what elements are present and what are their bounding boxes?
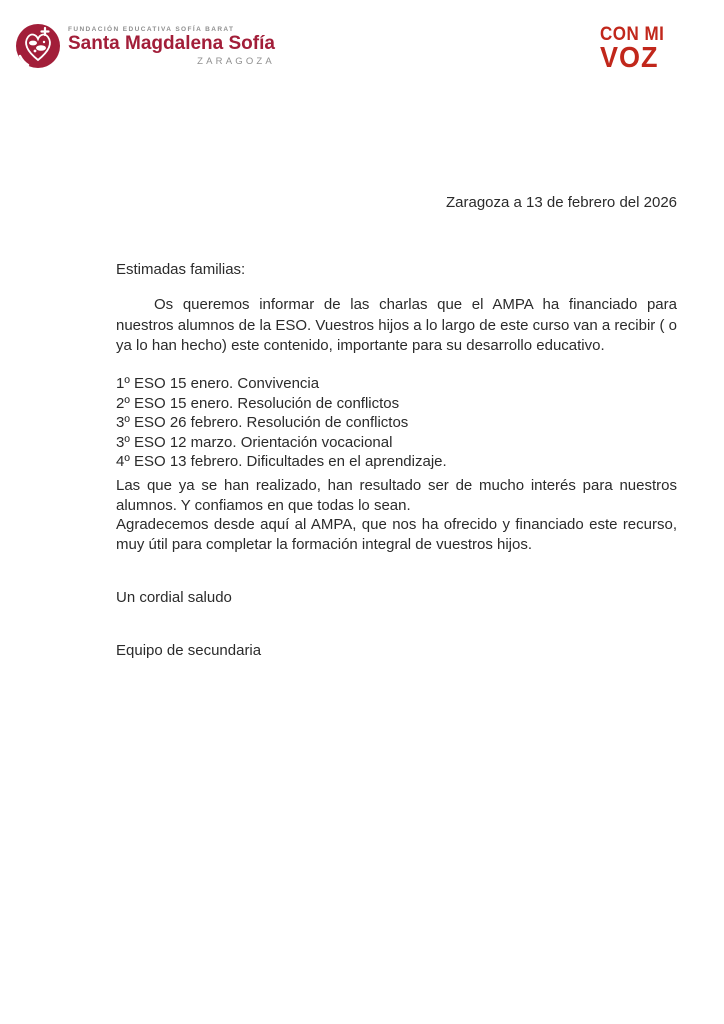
schedule-line: 3º ESO 26 febrero. Resolución de conflictos <box>116 414 409 431</box>
schedule-line: 4º ESO 13 febrero. Dificultades en el aprendizaje. <box>116 453 447 470</box>
schedule-line: 1º ESO 15 enero. Convivencia <box>116 375 320 392</box>
schedule-line: 3º ESO 12 marzo. Orientación vocacional <box>116 433 393 451</box>
closing-salutation: Un cordial saludo <box>116 589 232 606</box>
school-logo <box>14 22 275 70</box>
feedback-paragraph: Las que ya se han realizado, han resultado ser de mucho interés para nuestros alumnos. Y confiamos en que todas lo sean. <box>116 477 677 514</box>
campaign-logo-con-mi-voz <box>600 22 665 74</box>
talks-schedule-list <box>116 374 447 472</box>
signature: Equipo de secundaria <box>116 642 262 659</box>
schedule-line: 2º ESO 15 enero. Resolución de conflictos <box>116 394 400 412</box>
school-name: Santa Magdalena Sofía <box>68 32 275 54</box>
school-logo-text <box>68 26 275 67</box>
campaign-logo-line1: CON MI <box>600 22 665 45</box>
greeting: Estimadas familias: <box>116 261 246 278</box>
campaign-logo-line2: VOZ <box>600 41 659 74</box>
sacred-heart-world-emblem-icon <box>14 22 62 70</box>
foundation-name: FUNDACIÓN EDUCATIVA SOFÍA BARAT <box>68 25 235 33</box>
intro-paragraph: Os queremos informar de las charlas que el AMPA ha financiado para nuestros alumnos de la ESO. Vuestros hijos a lo largo de este curso van a recibir ( o ya lo han hecho) este contenido, importante para su desarrollo educativo. <box>116 296 677 354</box>
school-city: ZARAGOZA <box>197 55 275 67</box>
thanks-paragraph: Agradecemos desde aquí al AMPA, que nos ha ofrecido y financiado este recurso, muy útil para completar la formación integral de vuestros hijos. <box>116 516 677 554</box>
feedback-paragraphs <box>116 476 677 555</box>
date-line: Zaragoza a 13 de febrero del 2026 <box>446 194 677 211</box>
